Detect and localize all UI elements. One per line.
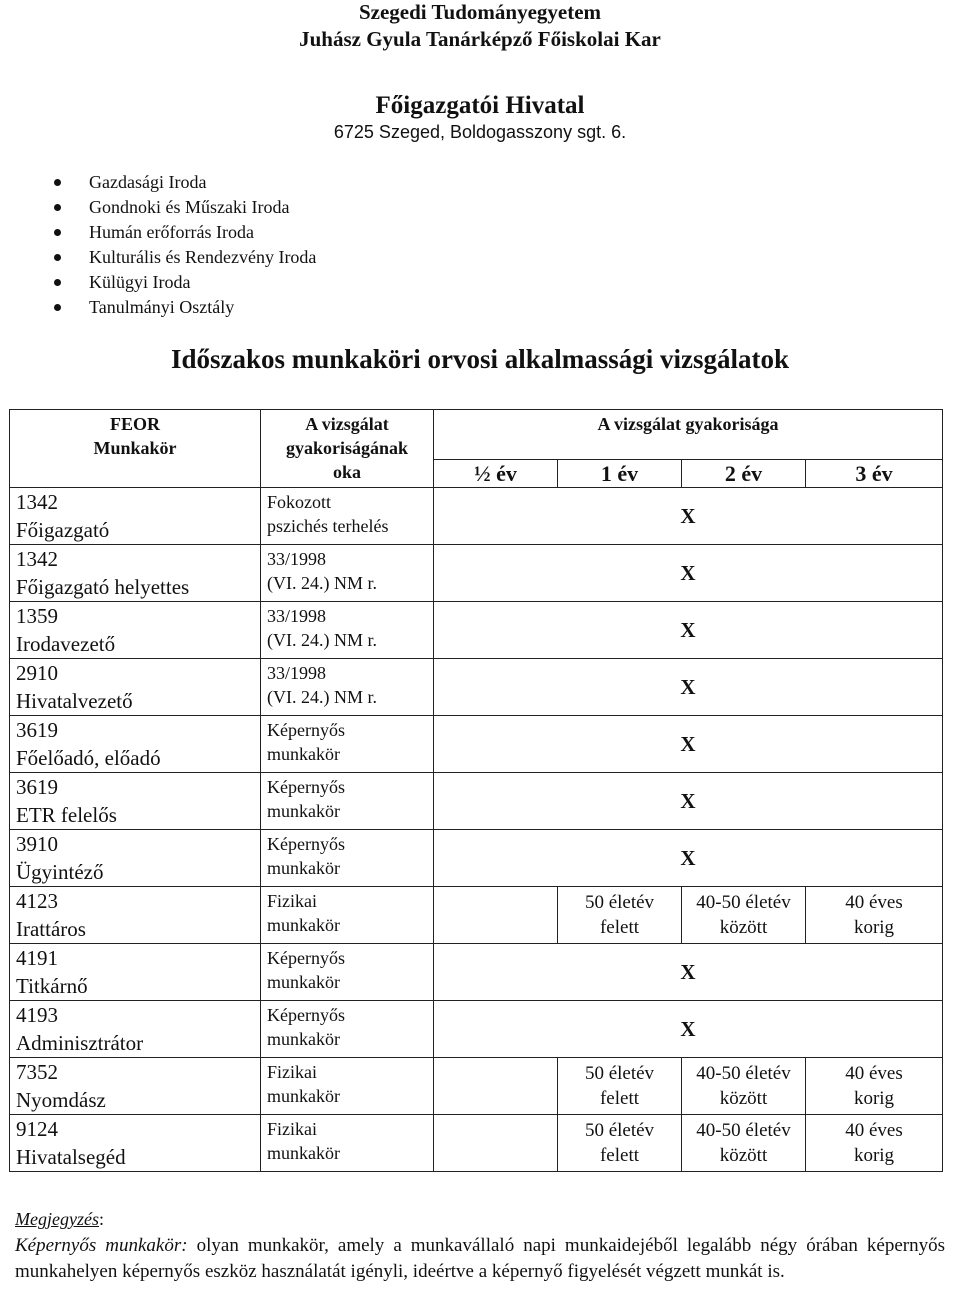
- feor-code: 2910: [16, 661, 58, 685]
- job-cell: [10, 659, 261, 716]
- reason-cell: [261, 1058, 434, 1115]
- reason-header: [261, 410, 434, 488]
- frequency-header: A vizsgálat gyakorisága: [434, 410, 943, 460]
- reason-line1: 33/1998: [267, 663, 327, 683]
- age-line2: között: [719, 1145, 768, 1166]
- reason-line2: pszichés terhelés: [267, 516, 389, 536]
- feor-header-line1: FEOR: [109, 414, 160, 434]
- note-label-colon: :: [98, 1209, 104, 1229]
- job-cell: [10, 1058, 261, 1115]
- note-text: [15, 1233, 945, 1285]
- job-title: Irodavezető: [16, 632, 116, 656]
- reason-line1: Képernyős: [267, 1005, 345, 1025]
- reason-line1: Képernyős: [267, 777, 345, 797]
- reason-line2: munkakör: [267, 1086, 340, 1106]
- department-label: Gazdasági Iroda: [89, 172, 207, 192]
- frequency-mark: X: [680, 560, 696, 585]
- freq-one-year: 1 év: [558, 460, 682, 488]
- age-line1: 50 életév: [584, 1120, 655, 1141]
- job-title: Titkárnő: [16, 974, 88, 998]
- age-line1: 40-50 életév: [696, 1120, 791, 1141]
- freq-half-year-cell: [434, 1115, 558, 1172]
- freq-three-years: 3 év: [806, 460, 943, 488]
- job-cell: [10, 944, 261, 1001]
- table-row: [10, 1058, 943, 1115]
- feor-code: 3619: [16, 718, 58, 742]
- reason-line2: munkakör: [267, 1029, 340, 1049]
- reason-line2: munkakör: [267, 972, 340, 992]
- frequency-mark-cell: [434, 488, 943, 545]
- university-name: Szegedi Tudományegyetem: [358, 0, 602, 24]
- job-title: Nyomdász: [16, 1088, 106, 1112]
- reason-line1: Fizikai: [267, 1062, 317, 1082]
- frequency-mark: X: [680, 617, 696, 642]
- age-line1: 40-50 életév: [696, 892, 791, 913]
- reason-header-line1: A vizsgálat: [305, 414, 389, 434]
- frequency-mark: X: [680, 1016, 696, 1041]
- reason-line1: Képernyős: [267, 720, 345, 740]
- table-row: [10, 773, 943, 830]
- age-line2: felett: [599, 1088, 640, 1109]
- reason-line2: munkakör: [267, 1143, 340, 1163]
- bullet-icon: [54, 254, 61, 261]
- age-line1: 50 életév: [584, 1063, 655, 1084]
- age-line2: között: [719, 1088, 768, 1109]
- job-title: Főigazgató: [16, 518, 110, 542]
- page-title: Időszakos munkaköri orvosi alkalmassági vizsgálatok: [170, 344, 790, 374]
- job-title: Főelőadó, előadó: [16, 746, 161, 770]
- table-row: [10, 488, 943, 545]
- frequency-mark-cell: [434, 773, 943, 830]
- reason-line2: (VI. 24.) NM r.: [267, 630, 377, 650]
- freq-two-years: 2 év: [682, 460, 806, 488]
- reason-line2: (VI. 24.) NM r.: [267, 687, 377, 707]
- frequency-mark: X: [680, 788, 696, 813]
- feor-code: 4191: [16, 946, 58, 970]
- bullet-icon: [54, 279, 61, 286]
- freq-one-year-cell: [558, 887, 682, 944]
- reason-line1: Képernyős: [267, 948, 345, 968]
- table-row: [10, 1001, 943, 1058]
- frequency-mark-cell: [434, 659, 943, 716]
- frequency-mark: X: [680, 503, 696, 528]
- reason-line1: 33/1998: [267, 549, 327, 569]
- exam-table-container: [9, 409, 943, 1172]
- table-row: [10, 545, 943, 602]
- reason-line2: munkakör: [267, 744, 340, 764]
- note-term: Képernyős munkakör:: [15, 1235, 188, 1256]
- reason-cell: [261, 773, 434, 830]
- reason-line2: (VI. 24.) NM r.: [267, 573, 377, 593]
- reason-line1: Képernyős: [267, 834, 345, 854]
- freq-one-year-cell: [558, 1058, 682, 1115]
- job-title: Irattáros: [16, 917, 86, 941]
- age-line1: 50 életév: [584, 892, 655, 913]
- feor-code: 7352: [16, 1060, 58, 1084]
- age-line2: korig: [853, 917, 895, 938]
- reason-line1: 33/1998: [267, 606, 327, 626]
- note-label-text: Megjegyzés: [15, 1209, 99, 1229]
- freq-two-years-cell: [682, 1115, 806, 1172]
- note-body: olyan munkakör, amely a munkavállaló napi munkaidejéből legalább négy órában képernyős munkahelyen képernyős eszköz használatát igényli, ideértve a képernyő figyelését végzett munkát is.: [15, 1235, 945, 1282]
- reason-cell: [261, 602, 434, 659]
- freq-half-year-cell: [434, 887, 558, 944]
- job-cell: [10, 602, 261, 659]
- job-cell: [10, 830, 261, 887]
- job-cell: [10, 887, 261, 944]
- reason-line2: munkakör: [267, 858, 340, 878]
- reason-cell: [261, 545, 434, 602]
- freq-half-year: ½ év: [434, 460, 558, 488]
- department-label: Humán erőforrás Iroda: [89, 222, 254, 242]
- department-label: Kulturális és Rendezvény Iroda: [89, 247, 317, 267]
- job-title: ETR felelős: [16, 803, 117, 827]
- feor-code: 3910: [16, 832, 58, 856]
- age-line2: felett: [599, 917, 640, 938]
- age-line1: 40 éves: [845, 892, 903, 913]
- reason-cell: [261, 1001, 434, 1058]
- reason-cell: [261, 830, 434, 887]
- bullet-icon: [54, 229, 61, 236]
- freq-three-years-cell: [806, 1058, 943, 1115]
- frequency-mark-cell: [434, 602, 943, 659]
- bullet-icon: [54, 204, 61, 211]
- freq-two-years-cell: [682, 1058, 806, 1115]
- job-title: Főigazgató helyettes: [16, 575, 190, 599]
- reason-cell: [261, 1115, 434, 1172]
- frequency-mark-cell: [434, 944, 943, 1001]
- job-cell: [10, 545, 261, 602]
- feor-code: 4123: [16, 889, 58, 913]
- office-address: 6725 Szeged, Boldogasszony sgt. 6.: [333, 122, 627, 142]
- freq-half-year-cell: [434, 1058, 558, 1115]
- frequency-mark-cell: [434, 545, 943, 602]
- age-line1: 40 éves: [845, 1063, 903, 1084]
- job-title: Hivatalsegéd: [16, 1145, 126, 1169]
- feor-header-line2: Munkakör: [93, 438, 177, 458]
- bullet-icon: [54, 304, 61, 311]
- list-item: [0, 295, 500, 320]
- reason-line2: munkakör: [267, 915, 340, 935]
- reason-cell: [261, 659, 434, 716]
- frequency-mark: X: [680, 731, 696, 756]
- job-cell: [10, 1001, 261, 1058]
- reason-line1: Fizikai: [267, 891, 317, 911]
- department-label: Gondnoki és Műszaki Iroda: [89, 197, 290, 217]
- reason-cell: [261, 716, 434, 773]
- job-cell: [10, 716, 261, 773]
- age-line1: 40-50 életév: [696, 1063, 791, 1084]
- department-label: Tanulmányi Osztály: [89, 297, 235, 317]
- feor-code: 3619: [16, 775, 58, 799]
- age-line2: korig: [853, 1145, 895, 1166]
- freq-three-years-cell: [806, 1115, 943, 1172]
- reason-header-line2: gyakoriságának: [285, 438, 409, 458]
- frequency-mark-cell: [434, 716, 943, 773]
- table-row: [10, 716, 943, 773]
- age-line1: 40 éves: [845, 1120, 903, 1141]
- note-label: [15, 1207, 104, 1231]
- freq-three-years-cell: [806, 887, 943, 944]
- table-row: [10, 887, 943, 944]
- office-name: Főigazgatói Hivatal: [375, 92, 585, 119]
- freq-one-year-cell: [558, 1115, 682, 1172]
- job-cell: [10, 773, 261, 830]
- list-item: [0, 170, 500, 195]
- reason-cell: [261, 944, 434, 1001]
- job-title: Adminisztrátor: [16, 1031, 144, 1055]
- reason-line2: munkakör: [267, 801, 340, 821]
- list-item: [0, 195, 500, 220]
- bullet-icon: [54, 179, 61, 186]
- job-cell: [10, 1115, 261, 1172]
- exam-frequency-table: [9, 409, 943, 1172]
- table-row: [10, 944, 943, 1001]
- reason-line1: Fokozott: [267, 492, 332, 512]
- list-item: [0, 245, 500, 270]
- job-title: Ügyintéző: [16, 860, 104, 884]
- frequency-mark: X: [680, 845, 696, 870]
- freq-two-years-cell: [682, 887, 806, 944]
- feor-header: [10, 410, 261, 488]
- table-row: [10, 830, 943, 887]
- reason-cell: [261, 488, 434, 545]
- department-list: [0, 170, 500, 320]
- frequency-mark-cell: [434, 830, 943, 887]
- list-item: [0, 220, 500, 245]
- feor-code: 1359: [16, 604, 58, 628]
- job-title: Hivatalvezető: [16, 689, 133, 713]
- feor-code: 4193: [16, 1003, 58, 1027]
- frequency-mark: X: [680, 959, 696, 984]
- feor-code: 9124: [16, 1117, 58, 1141]
- list-item: [0, 270, 500, 295]
- reason-cell: [261, 887, 434, 944]
- age-line2: között: [719, 917, 768, 938]
- faculty-name: Juhász Gyula Tanárképző Főiskolai Kar: [299, 27, 661, 51]
- reason-header-line3: oka: [332, 462, 361, 482]
- reason-line1: Fizikai: [267, 1119, 317, 1139]
- frequency-mark: X: [680, 674, 696, 699]
- age-line2: korig: [853, 1088, 895, 1109]
- table-row: [10, 602, 943, 659]
- age-line2: felett: [599, 1145, 640, 1166]
- table-row: [10, 659, 943, 716]
- table-row: [10, 1115, 943, 1172]
- frequency-mark-cell: [434, 1001, 943, 1058]
- job-cell: [10, 488, 261, 545]
- feor-code: 1342: [16, 547, 58, 571]
- department-label: Külügyi Iroda: [89, 272, 191, 292]
- feor-code: 1342: [16, 490, 58, 514]
